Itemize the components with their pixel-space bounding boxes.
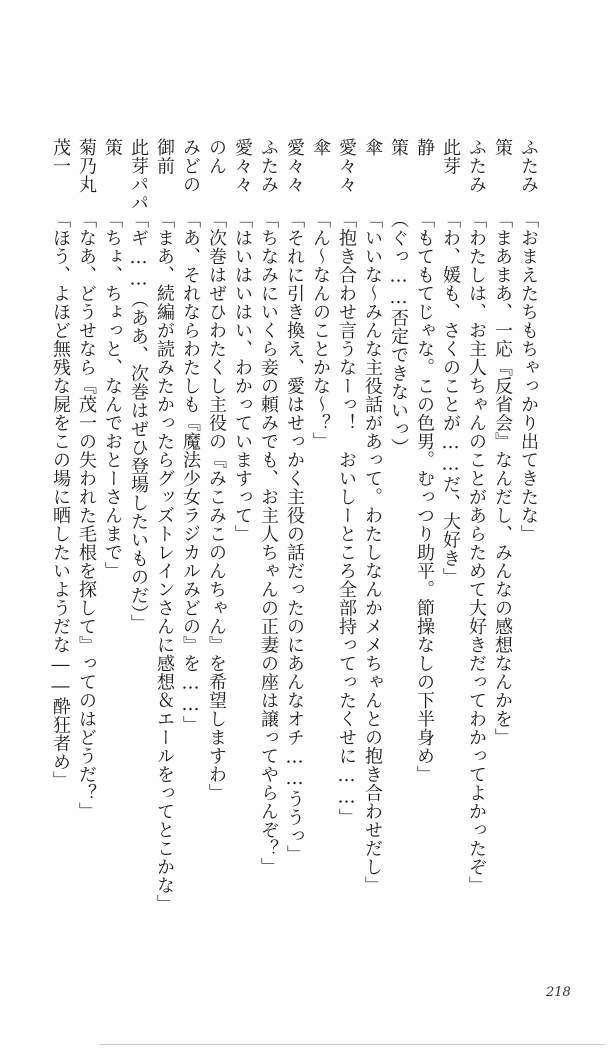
dialogue-text: 「もてもてじゃな。この色男。むっつり助平。節操なしの下半身め」	[414, 210, 435, 784]
dialogue-line	[490, 138, 514, 958]
dialogue-text: 「まあまあ、一応『反省会』なんだし、みんなの感想なんかを」	[492, 210, 513, 747]
dialogue-text: （ぐっ……否定できないっ）	[388, 210, 409, 457]
dialogue-text: 「あ、それならわたしも『魔法少女ラジカルみどの』を……」	[180, 210, 201, 734]
dialogue-text: 「ほう、よほど無残な屍をこの場に晒したいようだな――酔狂者め」	[50, 210, 71, 790]
speaker-name: みどの	[180, 138, 201, 194]
speaker-name: ふたみ	[258, 138, 279, 194]
speaker-name: 静	[414, 138, 435, 157]
speaker-name: 此芽	[440, 138, 461, 175]
page-number: 218	[546, 985, 571, 1000]
dialogue-text: 「わたしは、お主人ちゃんのことがあらためて大好きだってわかってよかったぞ」	[466, 210, 487, 895]
dialogue-text: 「なあ、どうせなら『茂一の失われた毛根を探して』ってのはどうだ？」	[76, 210, 97, 821]
speaker-name: 茂一	[50, 138, 71, 175]
speaker-name: 愛々々	[284, 138, 305, 194]
dialogue-text: 「はいはいはい、わかっていますって」	[232, 210, 253, 543]
dialogue-line	[412, 138, 436, 958]
speaker-name: ふたみ	[518, 138, 539, 194]
dialogue-text: 「いいな〜みんな主役話があって。わたしなんかメメちゃんとの抱き合わせだし」	[362, 210, 383, 895]
speaker-name: のん	[206, 138, 227, 175]
dialogue-line	[282, 138, 306, 958]
speaker-name: 菊乃丸	[76, 138, 97, 194]
dialogue-line	[204, 138, 228, 958]
dialogue-line	[334, 138, 358, 958]
dialogue-line	[308, 138, 332, 958]
dialogue-text: 「ん〜なんのことかな〜？」	[310, 210, 331, 451]
dialogue-line	[230, 138, 254, 958]
speaker-name: 策	[492, 138, 513, 157]
speaker-name: 策	[388, 138, 409, 157]
speaker-name: 愛々々	[336, 138, 357, 194]
dialogue-line	[386, 138, 410, 958]
speaker-name: 傘	[362, 138, 383, 157]
dialogue-line	[178, 138, 202, 958]
dialogue-text: 「ちなみにいくら妾の頼みでも、お主人ちゃんの正妻の座は譲ってやらんぞ？」	[258, 210, 279, 876]
speaker-name: 傘	[310, 138, 331, 157]
speaker-name: ふたみ	[466, 138, 487, 194]
speaker-name: 御前	[154, 138, 175, 175]
dialogue-text: 「まあ、続編が読みたかったらグッズトレインさんに感想＆エールをってとこかな」	[154, 210, 175, 913]
dialogue-line	[438, 138, 462, 958]
dialogue-text: 「抱き合わせ言うなーっ！ おいしーところ全部持ってったくせに……」	[336, 210, 357, 827]
speaker-name: 策	[102, 138, 123, 157]
dialogue-line	[100, 138, 124, 958]
dialogue-text: 「ちょ、ちょっと、なんでおとーさんまで」	[102, 210, 123, 580]
dialogue-text: 「わ、媛も、さくのことが……だ、大好き」	[440, 210, 461, 586]
dialogue-line	[464, 138, 488, 958]
page-edge-line	[100, 1044, 605, 1045]
speaker-name: 此芽パパ	[128, 138, 149, 212]
dialogue-text: 「次巻はぜひわたくし主役の『みこみこのんちゃん』を希望しますわ」	[206, 210, 227, 802]
dialogue-line	[48, 138, 72, 958]
dialogue-line	[126, 138, 150, 958]
dialogue-line	[256, 138, 280, 958]
dialogue-line	[516, 138, 540, 958]
dialogue-line	[74, 138, 98, 958]
dialogue-text: 「おまえたちもちゃっかり出てきたな」	[518, 210, 539, 543]
speaker-name: 愛々々	[232, 138, 253, 194]
dialogue-line	[152, 138, 176, 958]
dialogue-text: 「ギ……（ああ、次巻はぜひ登場したいものだ）」	[128, 210, 149, 633]
dialogue-text: 「それに引き換え、愛はせっかく主役の話だったのにあんなオチ……ううっ」	[284, 210, 305, 864]
dialogue-line	[360, 138, 384, 958]
